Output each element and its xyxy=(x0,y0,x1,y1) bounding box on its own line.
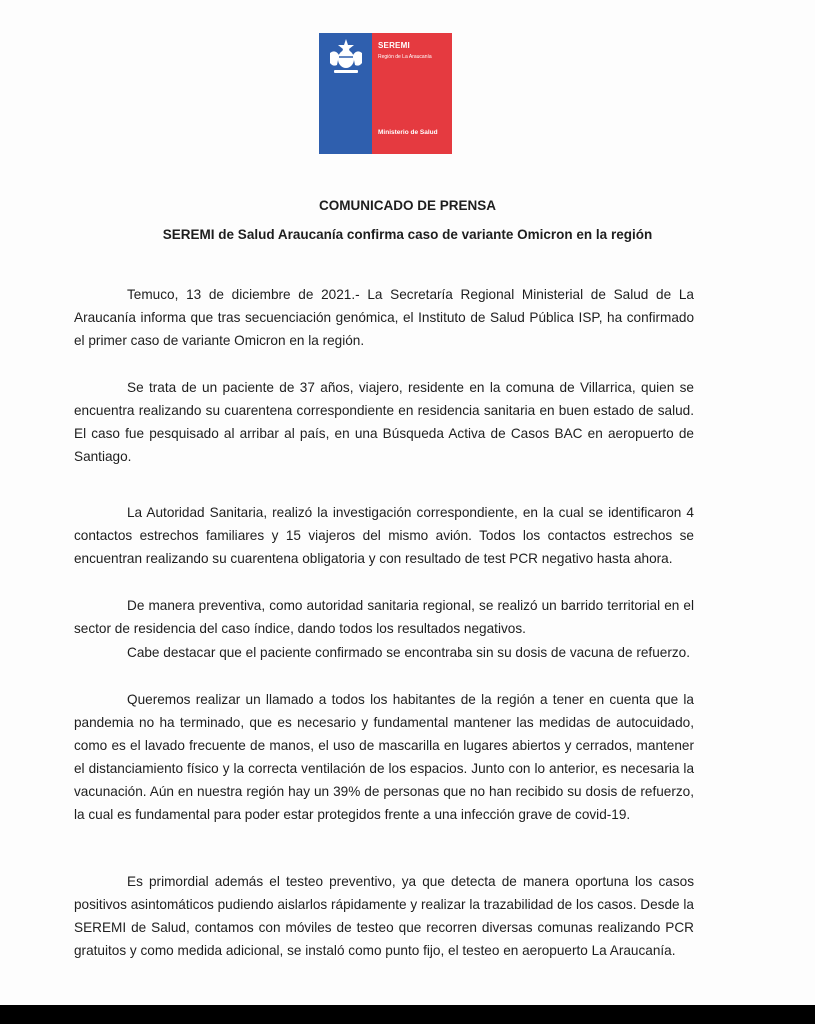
paragraph-investigation: La Autoridad Sanitaria, realizó la investigación correspondiente, en la cual se identificaron 4 contactos estrechos familiares y 15 viajeros del mismo avión. Todos los contactos estrechos se encuentran realizando su cuarentena obligatoria y con resultado de test PCR negativo hasta ahora. xyxy=(74,505,694,566)
document-subtitle: SEREMI de Salud Araucanía confirma caso de variante Omicron en la región xyxy=(162,227,653,242)
paragraph-sweep: De manera preventiva, como autoridad sanitaria regional, se realizó un barrido territorial en el sector de residencia del caso índice, dando todos los resultados negativos. xyxy=(74,598,694,636)
paragraph-booster-note: Cabe destacar que el paciente confirmado se encontraba sin su dosis de vacuna de refuerzo. xyxy=(127,645,690,660)
chile-coat-of-arms-icon xyxy=(325,37,367,77)
seremi-logo xyxy=(319,33,452,154)
logo-ministerio-text: Ministerio de Salud xyxy=(378,129,438,136)
logo-red-panel xyxy=(372,33,452,154)
paragraph-patient: Se trata de un paciente de 37 años, viajero, residente en la comuna de Villarrica, quien se encuentra realizando su cuarentena correspondiente en residencia sanitaria en buen estado de salud. El caso fue pesquisado al arribar al país, en una Búsqueda Activa de Casos BAC en aeropuerto de Santiago. xyxy=(74,380,694,464)
logo-region-text: Región de La Araucanía xyxy=(378,54,432,60)
paragraph-intro: Temuco, 13 de diciembre de 2021.- La Secretaría Regional Ministerial de Salud de La Araucanía informa que tras secuenciación genómica, el Instituto de Salud Pública ISP, ha confirmado el primer caso de variante Omicron en la región. xyxy=(74,287,694,348)
bottom-black-bar xyxy=(0,1005,815,1024)
document-title: COMUNICADO DE PRENSA xyxy=(318,198,496,213)
logo-blue-panel xyxy=(319,33,372,154)
logo-seremi-text: SEREMI xyxy=(378,41,410,50)
paragraph-testing: Es primordial además el testeo preventivo, ya que detecta de manera oportuna los casos positivos asintomáticos pudiendo aislarlos rápidamente y realizar la trazabilidad de los casos. Desde la SEREMI de Salud, contamos con móviles de testeo que recorren diversas comunas realizando PCR gratuitos y como medida adicional, se instaló como punto fijo, el testeo en aeropuerto La Araucanía. xyxy=(74,874,694,958)
paragraph-call-to-action: Queremos realizar un llamado a todos los habitantes de la región a tener en cuenta que la pandemia no ha terminado, que es necesario y fundamental mantener las medidas de autocuidado, como es el lavado frecuente de manos, el uso de mascarilla en lugares abiertos y cerrados, mantener el distanciamiento físico y la correcta ventilación de los espacios. Junto con lo anterior, es necesaria la vacunación. Aún en nuestra región hay un 39% de personas que no han recibido su dosis de refuerzo, la cual es fundamental para poder estar protegidos frente a una infección grave de covid-19. xyxy=(74,692,694,822)
